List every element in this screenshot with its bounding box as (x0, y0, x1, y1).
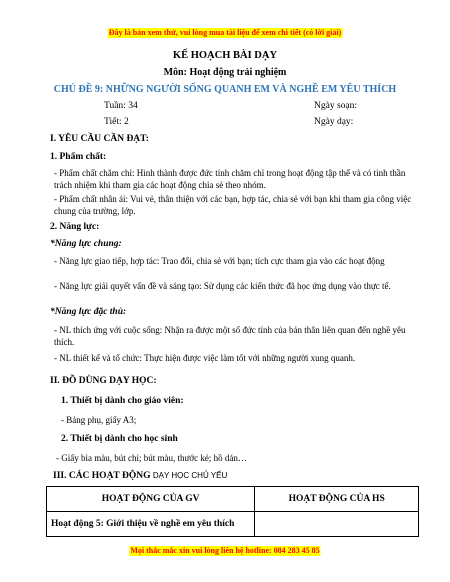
general-ability-communication: - Năng lực giao tiếp, hợp tác: Trao đổi, chia sẻ với bạn; tích cực tham gia vào các hoạt động (54, 256, 385, 266)
quality-diligence: - Phẩm chất chăm chỉ: Hình thành được đức tính chăm chỉ trong hoạt động tập thể và có tinh thần trách nhiệm khi tham gia các hoạt động chia sẻ theo nhóm. (54, 168, 406, 190)
general-ability-problem-solving: - Năng lực giải quyết vấn đề và sáng tạo: Sử dụng các kiến thức đã học ứng dụng vào thực tế. (54, 281, 391, 291)
table-row (47, 512, 419, 537)
specific-ability-heading: *Năng lực đặc thù: (50, 307, 127, 317)
hotline-banner: Mọi thắc mắc xin vui lòng liên hệ hotline: 084 283 45 85 (130, 546, 320, 555)
activity-5-title: Hoạt động 5: Giới thiệu về nghề em yêu thích (47, 512, 255, 537)
week-label: Tuần: 34 (104, 101, 138, 111)
quality-kindness: - Phẩm chất nhân ái: Vui vẻ, thân thiện với các bạn, hợp tác, chia sẻ với bạn khi tham gia công việc chung của trường, lớp. (54, 194, 412, 216)
activities-table (46, 486, 419, 537)
activities-heading-rest: DẠY HỌC CHỦ YẾU (152, 471, 228, 480)
student-equipment-heading: 2. Thiết bị dành cho học sinh (61, 434, 178, 444)
ability-heading: 2. Năng lực: (50, 222, 100, 232)
document-title: KẾ HOẠCH BÀI DẠY (172, 50, 278, 61)
qualities-heading: 1. Phẩm chất: (50, 152, 107, 162)
general-ability-heading: *Năng lực chung: (50, 239, 122, 249)
teacher-equipment-heading: 1. Thiết bị dành cho giáo viên: (61, 396, 184, 406)
activity-5-student-cell (255, 512, 419, 537)
teacher-activity-column: HOẠT ĐỘNG CỦA GV (47, 487, 255, 512)
teacher-equipment-item: - Bảng phụ, giấy A3; (61, 415, 137, 425)
tools-heading: II. ĐỒ DÙNG DẠY HỌC: (50, 376, 157, 386)
student-equipment-item: - Giấy bìa màu, bút chì; bút màu, thước kẻ; hồ dán… (56, 453, 247, 463)
prep-date-label: Ngày soạn: (314, 101, 358, 111)
requirements-heading: I. YÊU CẦU CẦN ĐẠT: (50, 134, 149, 144)
activities-heading-main: III. CÁC HOẠT ĐỘNG (53, 471, 151, 481)
activities-heading (53, 471, 227, 482)
preview-banner: Đây là bản xem thử, vui lòng mua tài liệu để xem chi tiết (có lời giải) (108, 28, 342, 37)
specific-ability-adapt: - NL thích ứng với cuộc sống: Nhận ra được một số đức tính của bản thân liên quan đến nghề yêu thích. (54, 325, 406, 347)
period-label: Tiết: 2 (104, 117, 129, 127)
topic-heading: CHỦ ĐỀ 9: NHỮNG NGƯỜI SỐNG QUANH EM VÀ NGHỀ EM YÊU THÍCH (53, 84, 397, 95)
teach-date-label: Ngày dạy: (314, 117, 354, 127)
subject-line: Môn: Hoạt động trải nghiệm (163, 67, 287, 78)
specific-ability-design: - NL thiết kế và tổ chức: Thực hiện được việc làm tốt với những người xung quanh. (54, 353, 356, 363)
table-header-row (47, 487, 419, 512)
student-activity-column: HOẠT ĐỘNG CỦA HS (255, 487, 419, 512)
